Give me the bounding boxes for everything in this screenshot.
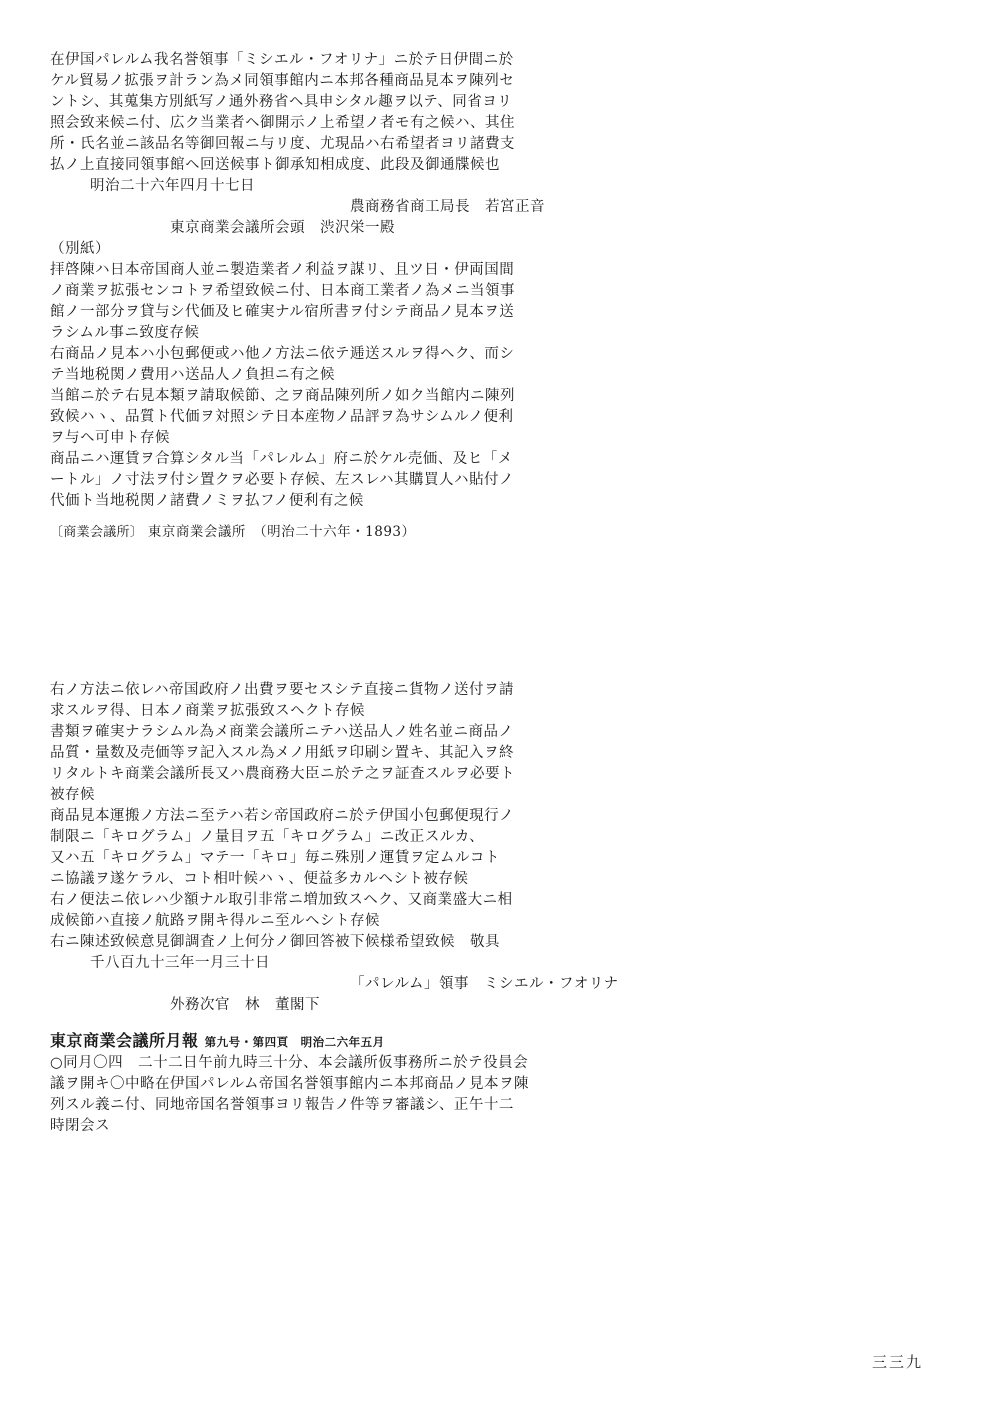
annex-line: 当館ニ於テ右見本類ヲ請取候節、之ヲ商品陳列所ノ如ク当館内ニ陳列 [50, 388, 515, 404]
annex-line: ヲ与ヘ可申ト存候 [50, 430, 170, 446]
report-line: 列スル義ニ付、同地帝国名誉領事ヨリ報告ノ件等ヲ審議シ、正午十二 [50, 1097, 514, 1113]
upper-section [50, 50, 953, 640]
continuation-line: リタルトキ商業会議所長又ハ農商務大臣ニ於テ之ヲ証査スルヲ必要ト [50, 766, 515, 782]
continuation-line: 商品見本運搬ノ方法ニ至テハ若シ帝国政府ニ於テ伊国小包郵便現行ノ [50, 808, 515, 824]
letter-line: 所・氏名並ニ該品名等御回報ニ与リ度、尤現品ハ右希望者ヨリ諸費支 [50, 136, 515, 152]
continuation-line: 成候節ハ直接ノ航路ヲ開キ得ルニ至ルヘシト存候 [50, 913, 380, 929]
annex-line: 右商品ノ見本ハ小包郵便或ハ他ノ方法ニ依テ逓送スルヲ得ヘク、而シ [50, 346, 515, 362]
sender-signature: 農商務省商工局長 若宮正音 [350, 199, 545, 215]
letter-line: ントシ、其蒐集方別紙写ノ通外務省ヘ具申シタル趣ヲ以テ、同省ヨリ [50, 94, 513, 110]
letter-line: 在伊国パレルム我名誉領事「ミシエル・フオリナ」ニ於テ日伊間ニ於 [50, 52, 514, 68]
annex-line: ラシムル事ニ致度存候 [50, 325, 200, 341]
report-body [50, 1053, 953, 1137]
annex-label: （別紙） [50, 241, 110, 257]
continuation-line: 求スルヲ得、日本ノ商業ヲ拡張致スヘクト存候 [50, 703, 365, 719]
continuation-line: 右ノ便法ニ依レハ少額ナル取引非常ニ増加致スヘク、又商業盛大ニ相 [50, 892, 513, 908]
annex-body [50, 260, 953, 512]
continuation-line: 被存候 [50, 787, 95, 803]
source-citation [50, 522, 953, 543]
monthly-report-heading [50, 1030, 953, 1053]
continuation-line: 右ニ陳述致候意見御調査ノ上何分ノ御回答被下候様希望致候 敬具 [50, 934, 500, 950]
consul-signature: 「パレルム」領事 ミシエル・フオリナ [350, 976, 619, 992]
continuation-line: 右ノ方法ニ依レハ帝国政府ノ出費ヲ要セスシテ直接ニ貨物ノ送付ヲ請 [50, 682, 514, 698]
letter-date: 明治二十六年四月十七日 [90, 178, 255, 194]
annex-line: 拝啓陳ハ日本帝国商人並ニ製造業者ノ利益ヲ謀リ、且ツ日・伊両国間 [50, 262, 515, 278]
section-divider [50, 655, 953, 656]
letter-date-2: 千八百九十三年一月三十日 [90, 955, 270, 971]
letter-line: ケル貿易ノ拡張ヲ計ラン為メ同領事館内ニ本邦各種商品見本ヲ陳列セ [50, 73, 515, 89]
continuation-line: 書類ヲ確実ナラシムル為メ商業会議所ニテハ送品人ノ姓名並ニ商品ノ [50, 724, 514, 740]
report-line: 議ヲ開キ〇中略在伊国パレルム帝国名誉領事館内ニ本邦商品ノ見本ヲ陳 [50, 1076, 530, 1092]
letter-line: 払ノ上直接同領事館ヘ回送候事ト御承知相成度、此段及御通牒候也 [50, 157, 500, 173]
continuation-line: ニ協議ヲ遂ケラル、コト相叶候ハヽ、便益多カルヘシト被存候 [50, 871, 469, 887]
annex-line: ートル」ノ寸法ヲ付シ置クヲ必要ト存候、左スレハ其購買人ハ貼付ノ [50, 472, 514, 488]
lower-section [50, 680, 953, 1320]
monthly-title: 東京商業会議所月報 [50, 1031, 199, 1050]
letter-body [50, 50, 953, 176]
annex-line: 致候ハヽ、品質ト代価ヲ対照シテ日本産物ノ品評ヲ為サシムルノ便利 [50, 409, 514, 425]
annex-line: 館ノ一部分ヲ貸与シ代価及ヒ確実ナル宿所書ヲ付シテ商品ノ見本ヲ送 [50, 304, 515, 320]
annex-line: 代価ト当地税関ノ諸費ノミヲ払フノ便利有之候 [50, 493, 364, 509]
addressee-line: 外務次官 林 董閣下 [170, 997, 320, 1013]
continuation-line: 制限ニ「キログラム」ノ量目ヲ五「キログラム」ニ改正スルカ、 [50, 829, 485, 845]
annex-line: テ当地税関ノ費用ハ送品人ノ負担ニ有之候 [50, 367, 335, 383]
report-line: 時閉会ス [50, 1118, 110, 1134]
continuation-line: 品質・量数及売価等ヲ記入スル為メノ用紙ヲ印刷シ置キ、其記入ヲ終 [50, 745, 514, 761]
letter-line: 照会致来候ニ付、広ク当業者ヘ御開示ノ上希望ノ者モ有之候ハ、其住 [50, 115, 515, 131]
recipient-line: 東京商業会議所会頭 渋沢栄一殿 [170, 220, 395, 236]
source-bracket: 〔商業会議所〕 [50, 525, 144, 540]
annex-line: ノ商業ヲ拡張センコトヲ希望致候ニ付、日本商工業者ノ為メニ当領事 [50, 283, 515, 299]
continuation-line: 又ハ五「キログラム」マテ一「キロ」毎ニ殊別ノ運賃ヲ定ムルコト [50, 850, 500, 866]
report-line: ○同月〇四 二十二日午前九時三十分、本会議所仮事務所ニ於テ役員会 [50, 1055, 529, 1071]
source-text: 東京商業会議所 （明治二十六年・1893） [147, 524, 416, 540]
page-number: 三三九 [871, 1353, 923, 1371]
annex-continuation [50, 680, 953, 953]
monthly-ref: 第九号・第四頁 明治二六年五月 [204, 1035, 385, 1049]
annex-line: 商品ニハ運賃ヲ合算シタル当「パレルム」府ニ於ケル売価、及ヒ「メ [50, 451, 513, 467]
